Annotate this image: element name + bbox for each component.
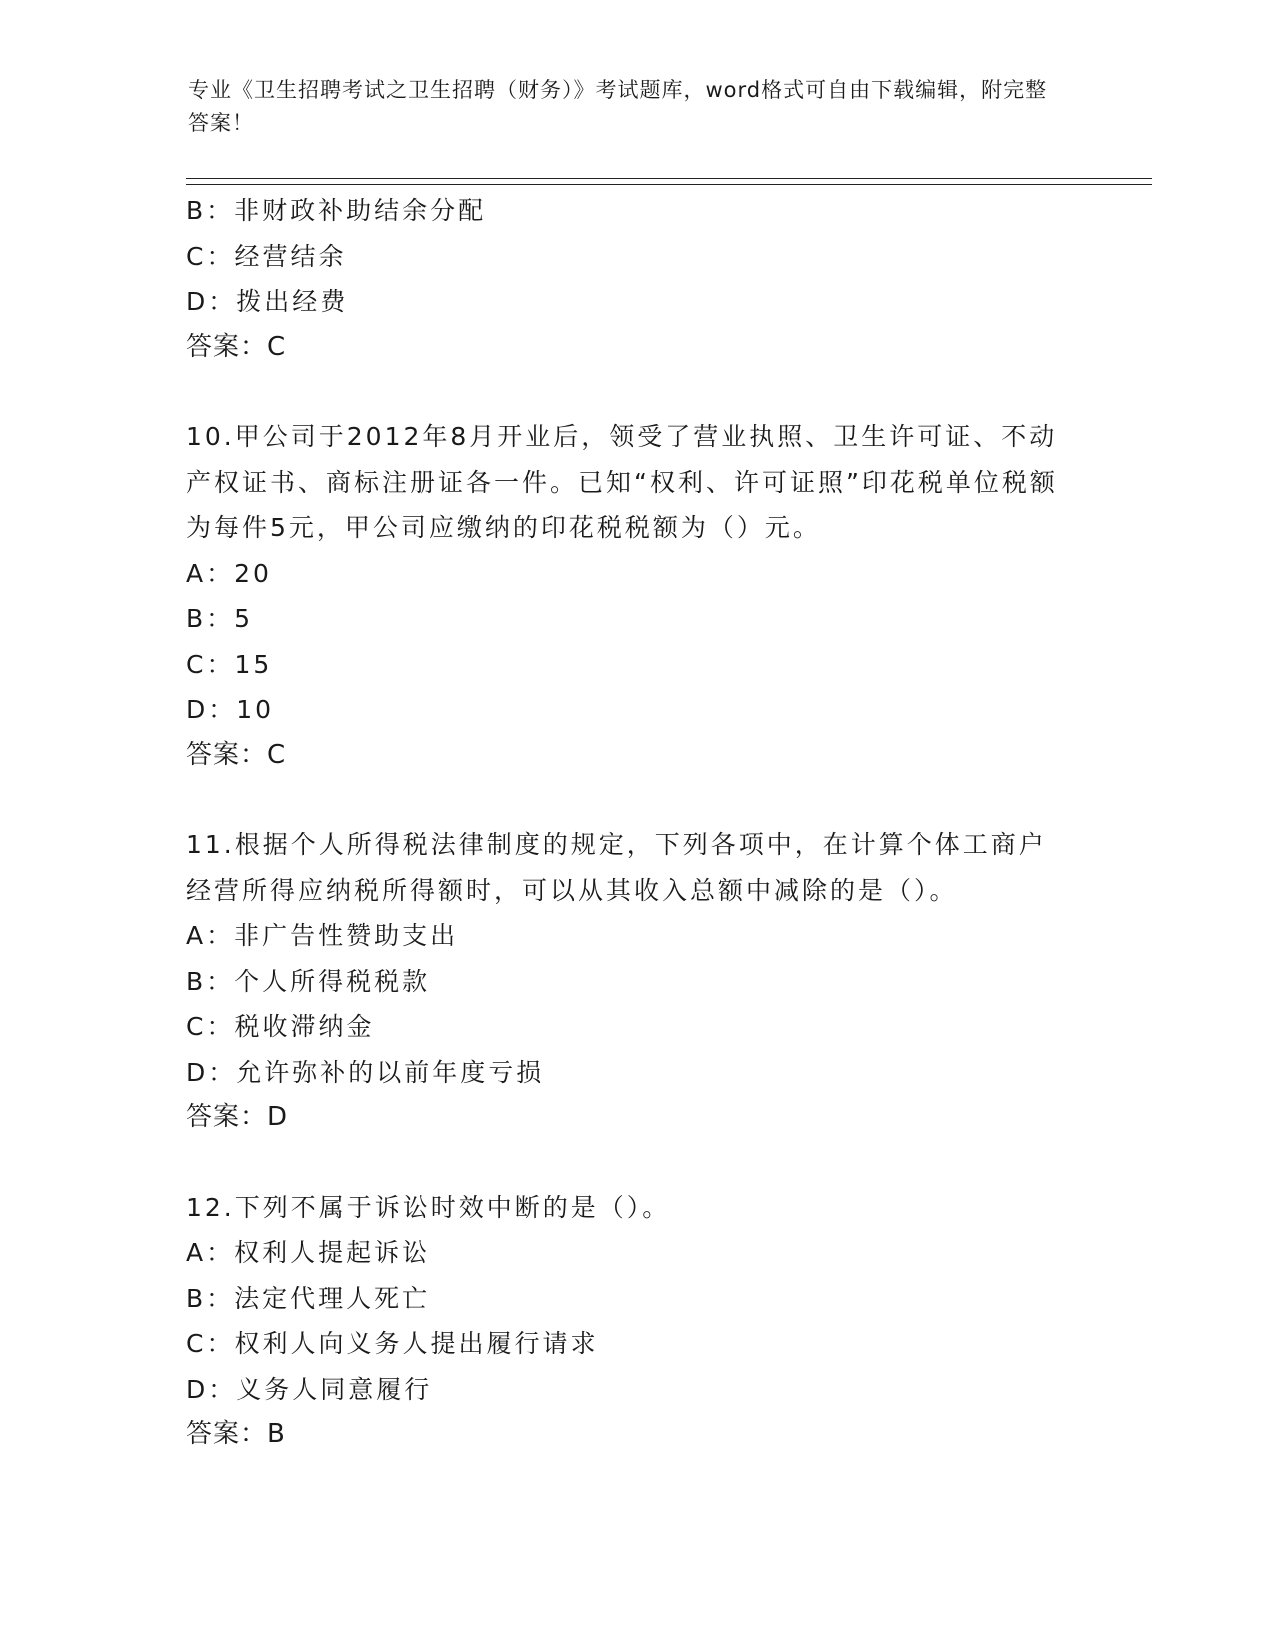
option-d: D：义务人同意履行	[186, 1374, 433, 1404]
option-c: C：经营结余	[186, 241, 347, 271]
option-d: D：拨出经费	[186, 287, 349, 316]
document-header: 专业《卫生招聘考试之卫生招聘（财务）》考试题库，word格式可自由下载编辑，附完整答案！	[188, 78, 1048, 135]
option-c: C：税收滞纳金	[186, 1012, 375, 1041]
question-stem: 10.甲公司于2012年8月开业后，领受了营业执照、卫生许可证、不动产权证书、商标注册证各一件。已知“权利、许可证照”印花税单位税额为每件5元，甲公司应缴纳的印花税税额为（）元。	[186, 422, 1058, 542]
answer: 答案：B	[186, 1419, 286, 1449]
question-stem: 11.根据个人所得税法律制度的规定，下列各项中，在计算个体工商户经营所得应纳税所得额时，可以从其收入总额中减除的是（）。	[186, 830, 1047, 905]
option-a: A：非广告性赞助支出	[186, 921, 459, 950]
option-a: A：20	[186, 558, 272, 588]
option-d: D：允许弥补的以前年度亏损	[186, 1057, 545, 1087]
option-b: B：个人所得税税款	[186, 966, 431, 996]
option-b: B：非财政补助结余分配	[186, 196, 487, 225]
question-11	[186, 822, 1086, 1141]
option-b: B：法定代理人死亡	[186, 1283, 431, 1313]
question-fragment	[186, 188, 1086, 370]
question-12	[186, 1185, 1086, 1458]
header-divider	[186, 178, 1152, 185]
answer: 答案：C	[186, 739, 287, 770]
option-d: D：10	[186, 695, 275, 724]
option-b: B：5	[186, 604, 254, 633]
answer: 答案：D	[186, 1102, 289, 1132]
question-10	[186, 414, 1086, 778]
option-c: C：权利人向义务人提出履行请求	[186, 1329, 599, 1358]
option-c: C：15	[186, 649, 273, 679]
question-list	[186, 188, 1086, 1458]
option-a: A：权利人提起诉讼	[186, 1238, 431, 1267]
answer: 答案：C	[186, 331, 287, 362]
question-stem: 12.下列不属于诉讼时效中断的是（）。	[186, 1192, 671, 1222]
